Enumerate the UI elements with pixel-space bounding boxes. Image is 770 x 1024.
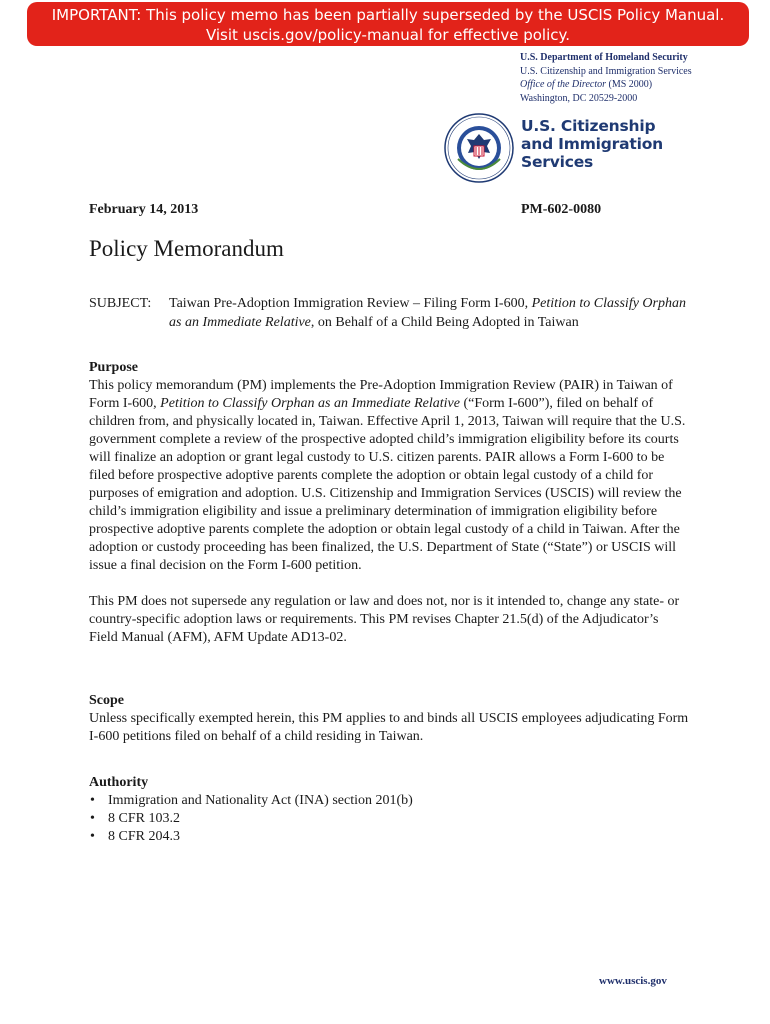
list-item [89,810,689,828]
subject-text-part-2: , on Behalf of a Child Being Adopted in Taiwan [310,315,579,330]
authority-item-text: 8 CFR 103.2 [108,811,180,826]
bullet: • [90,793,95,808]
office-line [520,78,692,92]
footer-url: www.uscis.gov [599,975,667,987]
bullet: • [90,829,95,844]
subject-label: SUBJECT: [89,296,152,311]
subject-form-title: Petition to Classify Orphan as an Immediate Relative [169,296,686,330]
authority-item-text: Immigration and Nationality Act (INA) section 201(b) [108,793,413,808]
list-item [89,828,689,846]
memo-date: February 14, 2013 [89,202,199,217]
uscis-wordmark [521,117,663,171]
office-code: (MS 2000) [606,79,653,90]
dhs-seal-icon [444,113,514,183]
wordmark-line-2: and Immigration [521,135,663,153]
bullet: • [90,811,95,826]
subject-block [89,294,689,332]
authority-section [89,774,689,846]
superseded-notice-banner [27,2,749,46]
purpose-p1-part-1: This policy memorandum (PM) implements the Pre-Adoption Immigration Review (PAIR) in Taiwan of Form I-600, [89,378,673,411]
scope-section [89,692,689,746]
banner-line-1: IMPORTANT: This policy memo has been partially superseded by the USCIS Policy Manual. [51,6,725,24]
department-name: U.S. Department of Homeland Security [520,52,688,63]
memo-number: PM-602-0080 [521,202,602,217]
wordmark-line-1: U.S. Citizenship [521,117,656,135]
agency-address: Washington, DC 20529-2000 [520,92,638,104]
scope-heading: Scope [89,693,124,708]
service-name: U.S. Citizenship and Immigration Services [520,65,692,77]
purpose-section [89,359,689,647]
purpose-heading: Purpose [89,360,138,375]
purpose-paragraph-1 [89,377,689,575]
list-item [89,792,689,810]
scope-paragraph: Unless specifically exempted herein, this PM applies to and binds all USCIS employees adjudicating Form I-600 petitions filed on behalf of a child residing in Taiwan. [89,711,689,744]
subject-text [169,294,689,332]
agency-address-block [520,51,692,105]
authority-heading: Authority [89,775,149,790]
page-title: Policy Memorandum [89,236,284,261]
purpose-paragraph-2: This PM does not supersede any regulation or law and does not, nor is it intended to, change any state- or country-specific adoption laws or requirements. This PM revises Chapter 21.5(d) of the Adjudicator’s Field Manual (AFM), AFM Update AD13-02. [89,594,680,645]
authority-item-text: 8 CFR 204.3 [108,829,180,844]
banner-line-2: Visit uscis.gov/policy-manual for effective policy. [205,26,571,44]
subject-text-part-1: Taiwan Pre-Adoption Immigration Review – Filing Form I-600, [169,296,532,311]
wordmark-line-3: Services [521,153,594,171]
office-name: Office of the Director [520,79,606,90]
authority-list [89,792,689,846]
purpose-p1-part-2: (“Form I-600”), filed on behalf of children from, and physically located in, Taiwan. Effective April 1, 2013, Taiwan will require that the U.S. government complete a review of the prospective adopted child’s immigration eligibility before its courts will finalize an adoption or grant legal custody to U.S. citizen parents. PAIR allows a Form I-600 to be filed before prospective adoptive parents complete the adoption or obtain legal custody of a child for purposes of emigration and adoption. U.S. Citizenship and Immigration Services (USCIS) will review the child’s immigration eligibility and issue a preliminary determination of immigration eligibility before prospective adoptive parents complete the adoption or obtain legal custody of a child in Taiwan. After the adoption or custody proceeding has been finalized, the U.S. Department of State (“State”) or USCIS will issue a final decision on the Form I-600 petition. [89,396,686,573]
purpose-form-title: Petition to Classify Orphan as an Immediate Relative [160,396,460,411]
